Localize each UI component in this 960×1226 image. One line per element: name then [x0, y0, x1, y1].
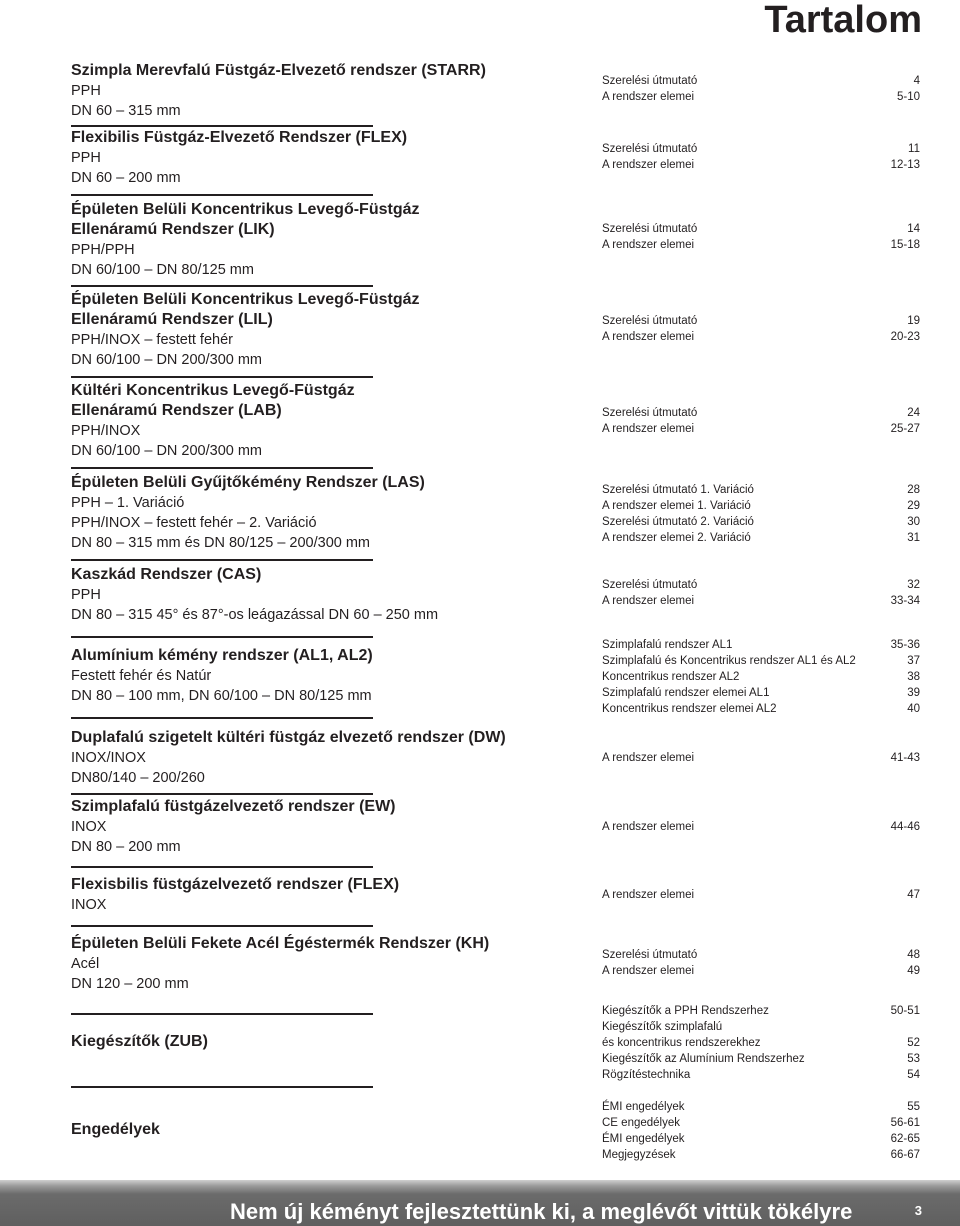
- section-detail: Acél: [71, 956, 100, 972]
- toc-label: A rendszer elemei: [602, 965, 695, 977]
- toc-label: Kiegészítők szimplafalú: [602, 1021, 723, 1033]
- toc-page: 12-13: [890, 159, 920, 171]
- toc-page: 54: [907, 1069, 920, 1081]
- toc-label: Szerelési útmutató 1. Variáció: [602, 484, 754, 496]
- toc-group: [602, 750, 920, 766]
- toc-label: A rendszer elemei 1. Variáció: [602, 500, 751, 512]
- toc-page: 11: [908, 143, 920, 155]
- page-number: 3: [914, 1203, 922, 1218]
- toc-group: [602, 947, 920, 979]
- toc-page: 5-10: [896, 91, 920, 103]
- toc-page: 28: [907, 484, 920, 496]
- section-block: [71, 565, 591, 625]
- toc-page: 41-43: [890, 752, 920, 764]
- section-title: Kaszkád Rendszer (CAS): [71, 566, 262, 583]
- section-title: Kiegészítők (ZUB): [71, 1033, 208, 1050]
- toc-group: [602, 141, 920, 173]
- toc-row: [602, 1147, 920, 1163]
- toc-row: [602, 637, 920, 653]
- toc-row: [602, 1003, 920, 1019]
- toc-row: [602, 750, 920, 766]
- toc-row: [602, 530, 920, 546]
- footer-slogan: Nem új kéményt fejlesztettünk ki, a meglévőt vittük tökélyre: [230, 1199, 853, 1224]
- section-title: Szimpla Merevfalú Füstgáz-Elvezető rendszer (STARR): [71, 62, 486, 79]
- toc-page: 31: [907, 532, 920, 544]
- section-detail: PPH/INOX – festett fehér: [71, 332, 233, 348]
- toc-page: 35-36: [890, 639, 920, 651]
- toc-row: [602, 963, 920, 979]
- section-divider: [71, 1013, 373, 1015]
- toc-page: 15-18: [890, 239, 920, 251]
- toc-row: [602, 593, 920, 609]
- toc-page: 55: [907, 1101, 920, 1113]
- toc-row: [602, 514, 920, 530]
- section-detail: Festett fehér és Natúr: [71, 668, 212, 684]
- section-divider: [71, 793, 373, 795]
- toc-label: ÉMI engedélyek: [602, 1133, 685, 1145]
- section-divider: [71, 376, 373, 378]
- toc-group: [602, 405, 920, 437]
- toc-label: Megjegyzések: [602, 1149, 676, 1161]
- toc-page: 37: [907, 655, 920, 667]
- toc-group: [602, 887, 920, 903]
- toc-row: [602, 701, 920, 717]
- toc-row: [602, 482, 920, 498]
- section-detail: PPH/INOX – festett fehér – 2. Variáció: [71, 515, 317, 531]
- toc-page: 32: [907, 579, 920, 591]
- toc-label: A rendszer elemei: [602, 595, 695, 607]
- section-detail: PPH/PPH: [71, 242, 135, 258]
- toc-row: [602, 157, 920, 173]
- toc-label: Szerelési útmutató: [602, 407, 698, 419]
- toc-row: [602, 237, 920, 253]
- toc-row: [602, 221, 920, 237]
- toc-page: 48: [907, 949, 920, 961]
- section-title: Épületen Belüli Fekete Acél Égéstermék Rendszer (KH): [71, 935, 490, 952]
- section-block: [71, 646, 591, 706]
- toc-page: 25-27: [890, 423, 920, 435]
- page-title: Tartalom: [764, 0, 922, 41]
- section-title: Ellenáramú Rendszer (LIL): [71, 311, 273, 328]
- section-title: Flexibilis Füstgáz-Elvezető Rendszer (FLEX): [71, 129, 408, 146]
- toc-row: [602, 405, 920, 421]
- toc-group: [602, 73, 920, 105]
- toc-page: 33-34: [890, 595, 920, 607]
- toc-page: 50-51: [890, 1005, 920, 1017]
- section-title: Ellenáramú Rendszer (LAB): [71, 402, 282, 419]
- toc-row: [602, 1131, 920, 1147]
- toc-page: 62-65: [890, 1133, 920, 1145]
- toc-group: [602, 577, 920, 609]
- toc-row: [602, 947, 920, 963]
- section-title: Flexisbilis füstgázelvezető rendszer (FLEX): [71, 876, 400, 893]
- section-detail: DN 80 – 200 mm: [71, 839, 181, 855]
- section-block: [71, 797, 591, 857]
- section-detail: DN 60/100 – DN 200/300 mm: [71, 443, 263, 459]
- toc-row: [602, 73, 920, 89]
- toc-page: 29: [907, 500, 920, 512]
- toc-label: A rendszer elemei: [602, 423, 695, 435]
- toc-label: A rendszer elemei: [602, 91, 695, 103]
- section-title: Kültéri Koncentrikus Levegő-Füstgáz: [71, 382, 355, 399]
- toc-label: Szerelési útmutató: [602, 223, 698, 235]
- toc-row: [602, 1115, 920, 1131]
- toc-page: 40: [907, 703, 920, 715]
- toc-row: [602, 577, 920, 593]
- toc-label: A rendszer elemei: [602, 752, 695, 764]
- section-detail: DN 60 – 315 mm: [71, 103, 181, 119]
- toc-label: Szimplafalú és Koncentrikus rendszer AL1 és AL2: [602, 655, 856, 667]
- toc-row: [602, 313, 920, 329]
- section-divider: [71, 636, 373, 638]
- section-detail: PPH: [71, 587, 101, 603]
- toc-label: Szerelési útmutató: [602, 579, 698, 591]
- section-detail: INOX/INOX: [71, 750, 146, 766]
- section-detail: DN 60/100 – DN 200/300 mm: [71, 352, 263, 368]
- section-title: Ellenáramú Rendszer (LIK): [71, 221, 275, 238]
- section-title: Engedélyek: [71, 1121, 160, 1138]
- section-detail: PPH: [71, 150, 101, 166]
- section-detail: INOX: [71, 897, 107, 913]
- toc-row: [602, 669, 920, 685]
- toc-page: 14: [907, 223, 920, 235]
- section-detail: DN 80 – 315 45° és 87°-os leágazással DN 60 – 250 mm: [71, 607, 439, 623]
- section-detail: PPH – 1. Variáció: [71, 495, 185, 511]
- toc-row: [602, 141, 920, 157]
- toc-label: Rögzítéstechnika: [602, 1069, 691, 1081]
- toc-page: 49: [907, 965, 920, 977]
- section-block: [71, 200, 591, 280]
- toc-row: [602, 329, 920, 345]
- toc-label: Kiegészítők az Alumínium Rendszerhez: [602, 1053, 805, 1065]
- toc-row: [602, 421, 920, 437]
- toc-group: [602, 221, 920, 253]
- toc-row: [602, 498, 920, 514]
- section-detail: DN 60/100 – DN 80/125 mm: [71, 262, 254, 278]
- toc-label: Szimplafalú rendszer AL1: [602, 639, 733, 651]
- toc-label: A rendszer elemei 2. Variáció: [602, 532, 751, 544]
- section-divider: [71, 866, 373, 868]
- toc-page: 39: [907, 687, 920, 699]
- section-title: Épületen Belüli Koncentrikus Levegő-Füstgáz: [71, 291, 420, 308]
- section-divider: [71, 125, 373, 127]
- toc-label: ÉMI engedélyek: [602, 1101, 685, 1113]
- toc-row: [602, 1099, 920, 1115]
- section-divider: [71, 1086, 373, 1088]
- toc-label: A rendszer elemei: [602, 159, 695, 171]
- toc-label: Szerelési útmutató: [602, 949, 698, 961]
- section-block: [71, 381, 591, 461]
- toc-label: Szerelési útmutató: [602, 75, 698, 87]
- section-block: [71, 934, 591, 994]
- section-detail: DN 120 – 200 mm: [71, 976, 189, 992]
- toc-row: [602, 685, 920, 701]
- section-block: [71, 1032, 591, 1052]
- toc-group: [602, 819, 920, 835]
- toc-row: [602, 1019, 920, 1035]
- toc-row: [602, 887, 920, 903]
- toc-page: 24: [907, 407, 920, 419]
- section-detail: INOX: [71, 819, 107, 835]
- toc-row: [602, 819, 920, 835]
- toc-page: 66-67: [890, 1149, 920, 1161]
- toc-label: és koncentrikus rendszerekhez: [602, 1037, 761, 1049]
- toc-label: A rendszer elemei: [602, 889, 695, 901]
- section-divider: [71, 285, 373, 287]
- toc-label: Koncentrikus rendszer AL2: [602, 671, 740, 683]
- toc-page: 53: [907, 1053, 920, 1065]
- section-divider: [71, 467, 373, 469]
- toc-label: Kiegészítők a PPH Rendszerhez: [602, 1005, 769, 1017]
- section-title: Alumínium kémény rendszer (AL1, AL2): [71, 647, 373, 664]
- toc-group: [602, 482, 920, 546]
- section-block: [71, 290, 591, 370]
- section-title: Épületen Belüli Koncentrikus Levegő-Füstgáz: [71, 201, 420, 218]
- section-detail: PPH/INOX: [71, 423, 141, 439]
- toc-page: 38: [907, 671, 920, 683]
- section-detail: DN 60 – 200 mm: [71, 170, 181, 186]
- toc-label: CE engedélyek: [602, 1117, 680, 1129]
- section-divider: [71, 559, 373, 561]
- toc-label: A rendszer elemei: [602, 821, 695, 833]
- section-title: Épületen Belüli Gyűjtőkémény Rendszer (LAS): [71, 474, 425, 491]
- toc-group: [602, 637, 920, 717]
- section-divider: [71, 194, 373, 196]
- toc-page: 20-23: [890, 331, 920, 343]
- section-block: [71, 128, 591, 188]
- section-detail: DN 80 – 100 mm, DN 60/100 – DN 80/125 mm: [71, 688, 372, 704]
- section-divider: [71, 925, 373, 927]
- toc-label: Szerelési útmutató: [602, 143, 698, 155]
- toc-label: A rendszer elemei: [602, 331, 695, 343]
- section-block: [71, 875, 591, 915]
- section-detail: DN 80 – 315 mm és DN 80/125 – 200/300 mm: [71, 535, 371, 551]
- toc-row: [602, 1067, 920, 1083]
- toc-page: 56-61: [890, 1117, 920, 1129]
- toc-row: [602, 1035, 920, 1051]
- section-block: [71, 728, 591, 788]
- section-title: Szimplafalú füstgázelvezető rendszer (EW): [71, 798, 396, 815]
- section-title: Duplafalú szigetelt kültéri füstgáz elvezető rendszer (DW): [71, 729, 506, 746]
- toc-group: [602, 313, 920, 345]
- toc-group: [602, 1003, 920, 1083]
- toc-page: 44-46: [890, 821, 920, 833]
- toc-label: Koncentrikus rendszer elemei AL2: [602, 703, 777, 715]
- section-detail: DN80/140 – 200/260: [71, 770, 205, 786]
- toc-row: [602, 89, 920, 105]
- section-block: [71, 1120, 591, 1140]
- toc-row: [602, 653, 920, 669]
- section-divider: [71, 717, 373, 719]
- toc-page: 30: [907, 516, 920, 528]
- section-block: [71, 473, 591, 553]
- toc-label: A rendszer elemei: [602, 239, 695, 251]
- section-block: [71, 61, 591, 121]
- toc-page: 4: [913, 75, 920, 87]
- toc-group: [602, 1099, 920, 1163]
- toc-page: 47: [907, 889, 920, 901]
- toc-label: Szerelési útmutató: [602, 315, 698, 327]
- toc-page: 52: [907, 1037, 920, 1049]
- toc-page: 19: [907, 315, 920, 327]
- toc-row: [602, 1051, 920, 1067]
- toc-label: Szimplafalú rendszer elemei AL1: [602, 687, 770, 699]
- toc-label: Szerelési útmutató 2. Variáció: [602, 516, 754, 528]
- section-detail: PPH: [71, 83, 101, 99]
